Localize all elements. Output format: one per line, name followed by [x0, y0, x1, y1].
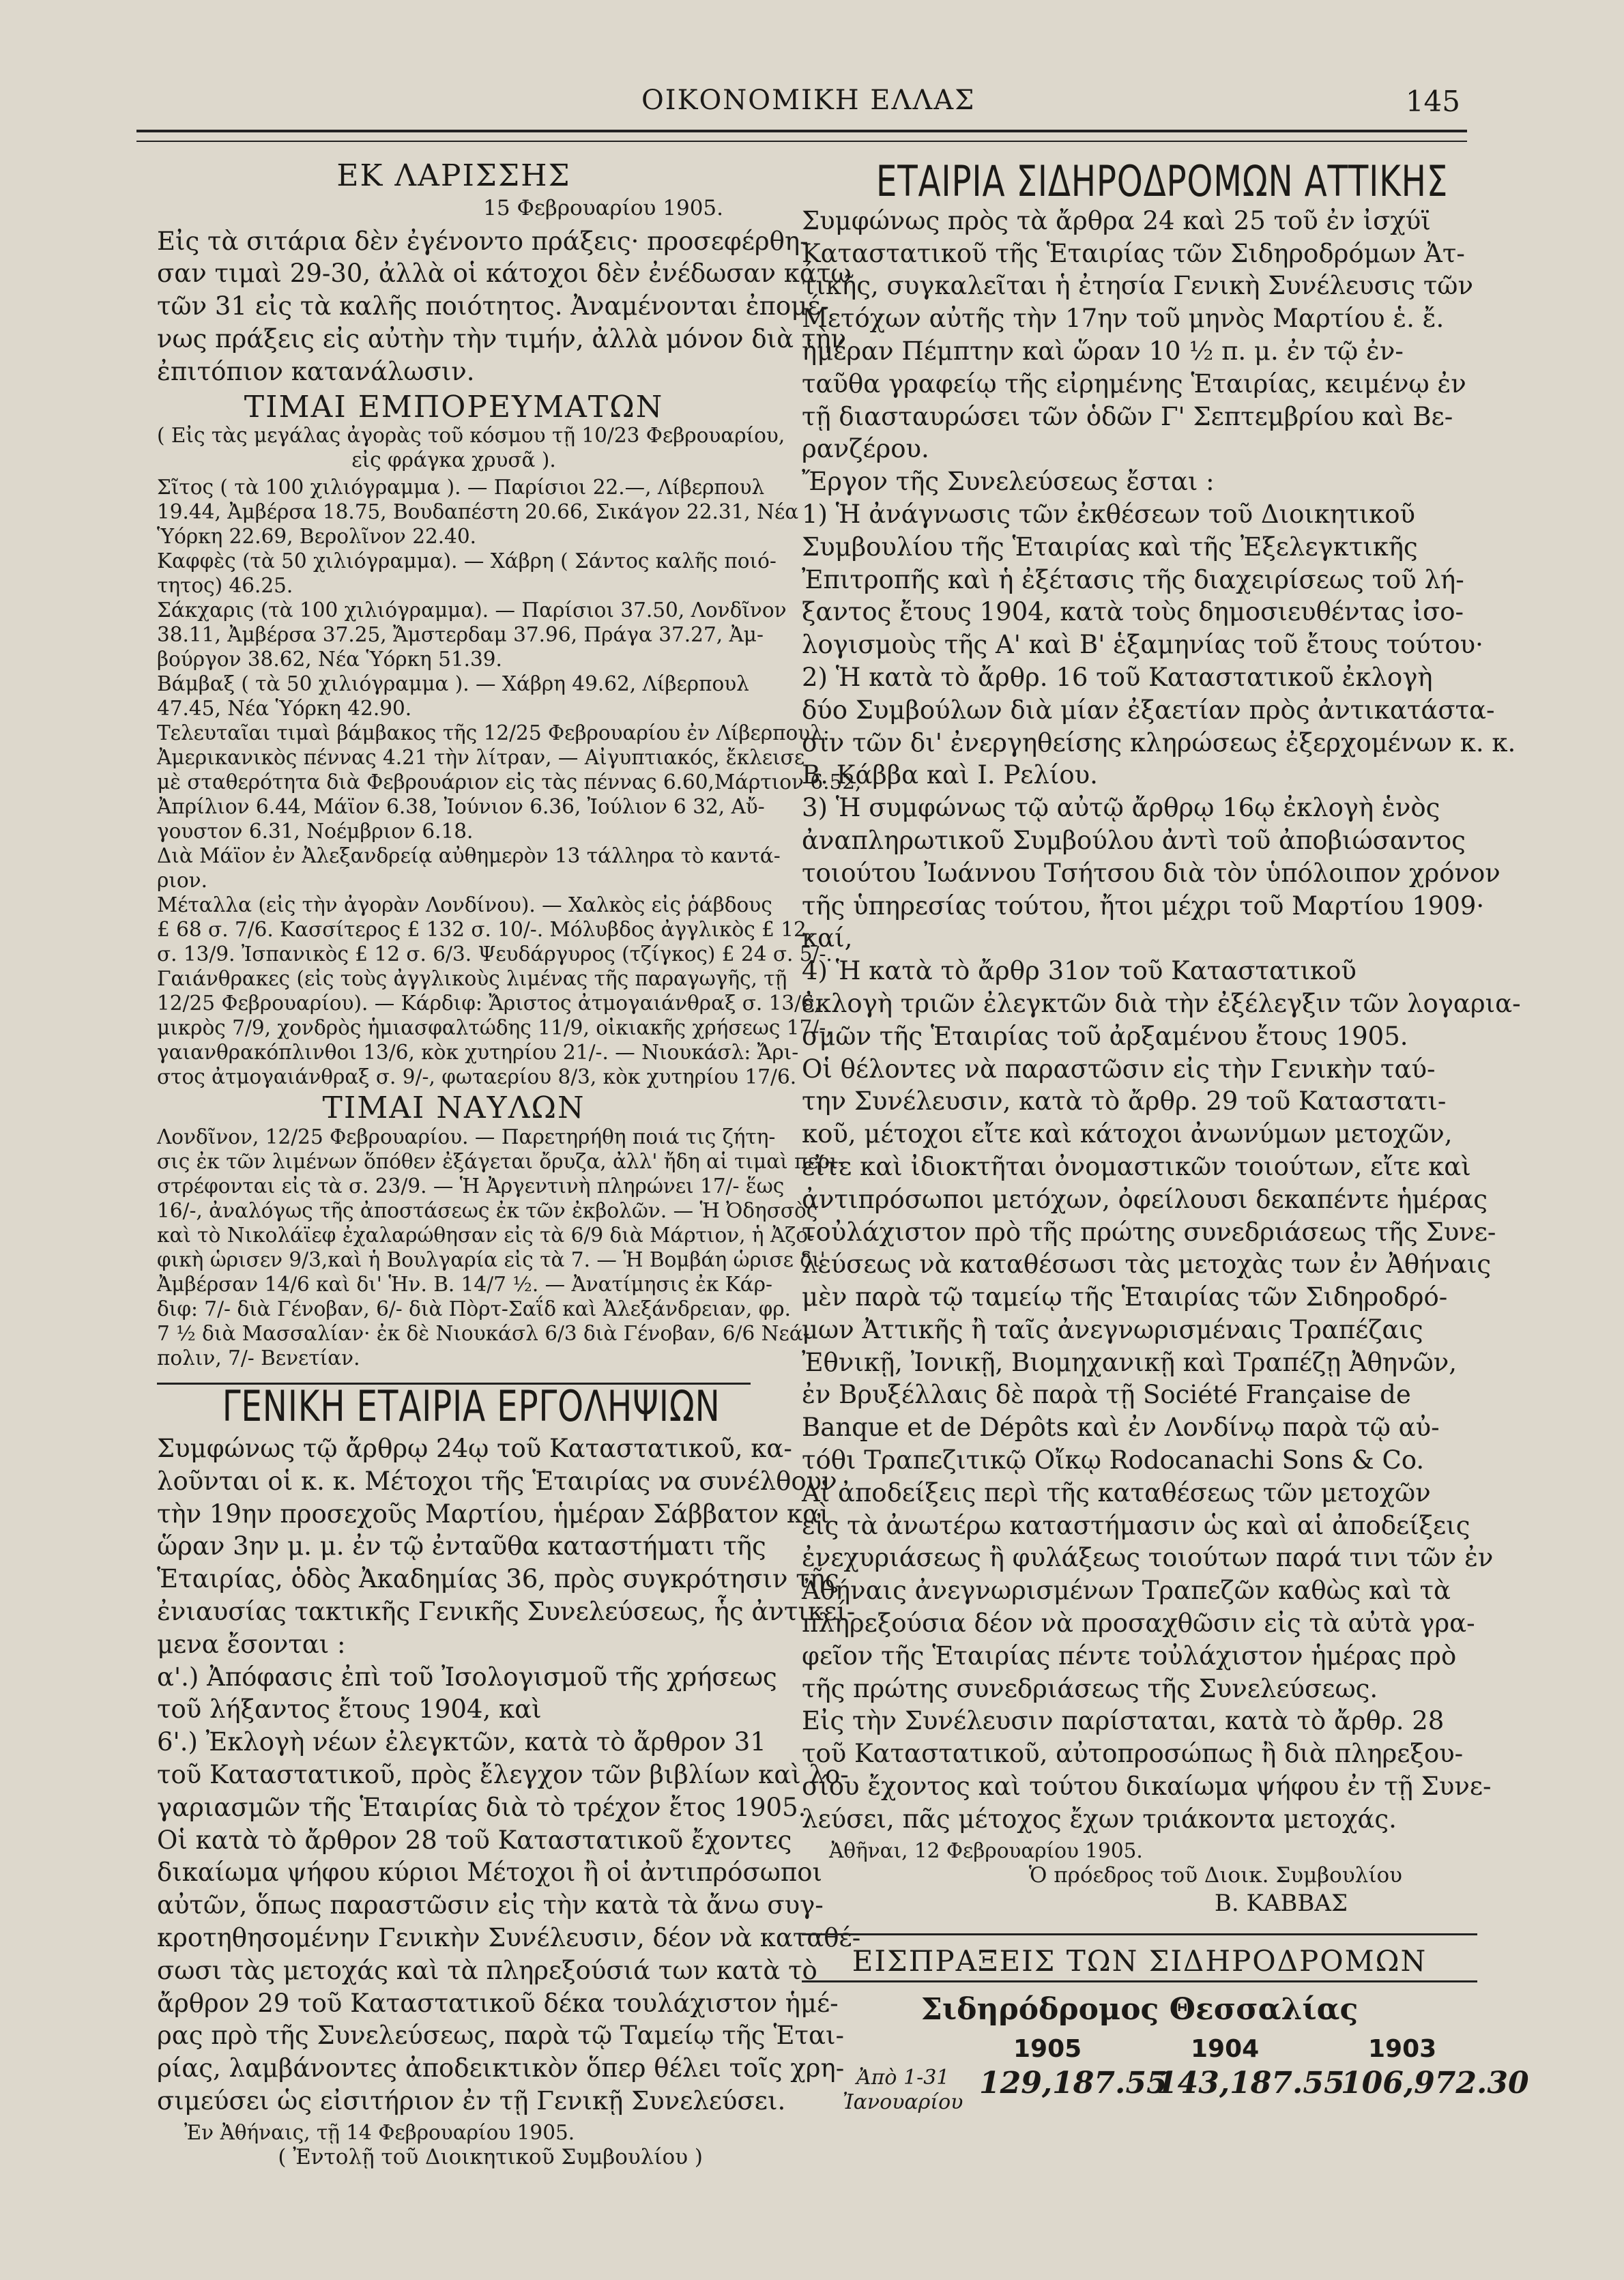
text-line: γαριασμῶν τῆς Ἑταιρίας διὰ τὸ τρέχον ἔτος 1905.	[157, 1792, 807, 1822]
text-line: ρίας, λαμβάνοντες ἀποδεικτικὸν ὅπερ θέλει τοῖς χρη-	[157, 2053, 845, 2083]
text-line: Ἀμερικανικὸς πέννας 4.21 τὴν λίτραν, — Αἰγυπτιακός, ἔκλεισε	[157, 746, 805, 770]
text-line: ( Εἰς τὰς μεγάλας ἀγορὰς τοῦ κόσμου τῇ 10/23 Φεβρουαρίου,	[157, 424, 785, 448]
text-line: Σάκχαρις (τὰ 100 χιλιόγραμμα). — Παρίσιοι 37.50, Λονδῖνον	[157, 598, 787, 622]
contractors-notice	[157, 1432, 861, 2118]
text-line: Ἔργον τῆς Συνελεύσεως ἔσται :	[802, 467, 1215, 497]
text-line: 6'.) Ἐκλογὴ νέων ἐλεγκτῶν, κατὰ τὸ ἄρθρον 31	[157, 1727, 766, 1757]
text-line: εἰς φράγκα χρυσᾶ ).	[351, 448, 556, 472]
text-line: Γαιάνθρακες (εἰς τοὺς ἀγγλικοὺς λιμένας τῆς παραγωγῆς, τῇ	[157, 967, 787, 991]
receipt-value: 106,972.30	[1341, 2066, 1529, 2101]
text-line: ἄρθρον 29 τοῦ Καταστατικοῦ δέκα τουλάχιστον ἡμέ-	[157, 1988, 839, 2018]
text-line: Μέταλλα (εἰς τὴν ἀγορὰν Λονδίνου). — Χαλκὸς εἰς ῥάβδους	[157, 893, 772, 917]
text-line: λογισμοὺς τῆς Α' καὶ Β' ἑξαμηνίας τοῦ ἔτους τούτου·	[802, 630, 1483, 660]
text-line: ρας πρὸ τῆς Συνελεύσεως, παρὰ τῷ Ταμείῳ τῆς Ἑται-	[157, 2021, 844, 2051]
text-line: Μετόχων αὐτῆς τὴν 17ην τοῦ μηνὸς Μαρτίου ἑ. ἔ.	[802, 304, 1445, 334]
larissa-heading: ΕΚ ΛΑΡΙΣΣΗΣ	[336, 158, 571, 193]
text-line: καὶ τὸ Νικολάϊεφ ἐχαλαρώθησαν εἰς τὰ 6/9 διὰ Μάρτιον, ἡ Ἀζο-	[157, 1224, 815, 1247]
text-line: 12/25 Φεβρουαρίου). — Κάρδιφ: Ἄριστος ἀτμογαιάνθραξ σ. 13/6,	[157, 992, 821, 1015]
text-line: Ἀθήναις ἀνεγνωρισμένων Τραπεζῶν καθὼς καὶ τὰ	[802, 1576, 1451, 1606]
left-column	[157, 150, 862, 2169]
attica-heading: ΕΤΑΙΡΙΑ ΣΙΔΗΡΟΔΡΟΜΩΝ ΑΤΤΙΚΗΣ	[875, 156, 1449, 206]
text-line: 2) Ἡ κατὰ τὸ ἄρθρ. 16 τοῦ Καταστατικοῦ ἐκλογὴ	[802, 662, 1433, 692]
text-line: ξαντος ἔτους 1904, κατὰ τοὺς δημοσιευθέντας ἰσο-	[802, 597, 1464, 627]
text-line: Εἰς τὰ σιτάρια δὲν ἐγένοντο πράξεις· προσεφέρθη-	[157, 226, 809, 256]
text-line: Ἐθνικῇ, Ἰονικῇ, Βιομηχανικῇ καὶ Τραπέζῃ Ἀθηνῶν,	[802, 1347, 1458, 1377]
page-number: 145	[1405, 85, 1460, 118]
year-header: 1905	[1013, 2035, 1082, 2064]
text-line: Τελευταῖαι τιμαὶ βάμβακος τῆς 12/25 Φεβρουαρίου ἐν Λίβερπουλ:	[157, 721, 830, 745]
text-line: ἐνιαυσίας τακτικῆς Γενικῆς Συνελεύσεως, ἧς ἀντικεί-	[157, 1596, 856, 1626]
text-line: τοῦ Καταστατικοῦ, πρὸς ἔλεγχον τῶν βιβλίων καὶ λο-	[157, 1759, 849, 1789]
receipt-value: 143,187.55	[1157, 2066, 1345, 2101]
text-line: 19.44, Ἀμβέρσα 18.75, Βουδαπέστη 20.66, Σικάγον 22.31, Νέα	[157, 500, 799, 524]
text-line: ριον.	[157, 869, 207, 893]
text-line: Συμφώνως τῷ ἄρθρῳ 24ῳ τοῦ Καταστατικοῦ, κα-	[157, 1433, 792, 1463]
text-line: λεύσεως νὰ καταθέσωσι τὰς μετοχὰς των ἐν Ἀθήναις	[802, 1250, 1492, 1280]
text-line: πληρεξούσια δέον νὰ προσαχθῶσιν εἰς τὰ αὐτὰ γρα-	[802, 1608, 1475, 1639]
text-line: πολιν, 7/- Βενετίαν.	[157, 1346, 360, 1370]
text-line: μων Ἀττικῆς ἢ ταῖς ἀνεγνωρισμέναις Τραπέζαις	[802, 1314, 1423, 1344]
text-line: £ 68 σ. 7/6. Κασσίτερος £ 132 σ. 10/-. Μόλυβδος ἀγγλικὸς £ 12,	[157, 918, 813, 942]
text-line: διφ: 7/- διὰ Γένοβαν, 6/- διὰ Πὸρτ-Σαΐδ καὶ Ἀλεξάνδρειαν, φρ.	[157, 1297, 791, 1321]
year-header: 1904	[1191, 2035, 1260, 2064]
text-line: σίου ἔχοντος καὶ τούτου δικαίωμα ψήφου ἐν τῇ Συνε-	[802, 1772, 1492, 1802]
text-line: Ἀμβέρσαν 14/6 καὶ δι' Ἡν. Β. 14/7 ½. — Ἀνατίμησις ἐκ Κάρ-	[157, 1273, 772, 1297]
text-line: λεύσει, πᾶς μέτοχος ἔχων τριάκοντα μετοχάς.	[802, 1804, 1397, 1834]
text-line: ρανζέρου.	[802, 434, 929, 464]
freight-heading: ΤΙΜΑΙ ΝΑΥΛΩΝ	[322, 1091, 585, 1126]
text-line: βούργον 38.62, Νέα Ὑόρκη 51.39.	[157, 648, 502, 672]
railway-name: Σιδηρόδρομος Θεσσαλίας	[920, 1992, 1359, 2028]
text-line: αὐτῶν, ὅπως παραστῶσιν εἰς τὴν κατὰ τὰ ἄνω συγ-	[157, 1890, 824, 1920]
text-line: Banque et de Dépôts καὶ ἐν Λονδίνῳ παρὰ τῷ αὐ-	[802, 1413, 1440, 1443]
text-line: Βάμβαξ ( τὰ 50 χιλιόγραμμα ). — Χάβρη 49.62, Λίβερπουλ	[157, 672, 749, 696]
row-label-line: Ἀπὸ 1-31	[856, 2066, 950, 2090]
text-line: καί,	[802, 923, 853, 953]
text-line: στος ἀτμογαιάνθραξ σ. 9/-, φωταερίου 8/3, κὸκ χυτηρίου 17/6.	[157, 1065, 797, 1089]
text-line: 47.45, Νέα Ὑόρκη 42.90.	[157, 697, 412, 721]
page-header	[123, 82, 1460, 123]
year-header: 1903	[1368, 2035, 1437, 2064]
text-line: μὲν παρὰ τῷ ταμείῳ τῆς Ἑταιρίας τῶν Σιδηροδρό-	[802, 1282, 1448, 1312]
text-line: 7 ½ διὰ Μασσαλίαν· ἐκ δὲ Νιουκάσλ 6/3 διὰ Γένοβαν, 6/6 Νεά-	[157, 1322, 810, 1346]
text-line: τῶν 31 εἰς τὰ καλῆς ποιότητος. Ἀναμένονται ἐπομέ-	[157, 291, 829, 321]
text-line: Οἱ κατὰ τὸ ἄρθρον 28 τοῦ Καταστατικοῦ ἔχοντες	[157, 1825, 792, 1855]
text-line: Σῖτος ( τὰ 100 χιλιόγραμμα ). — Παρίσιοι 22.—, Λίβερπουλ	[157, 476, 765, 500]
text-line: λοῦνται οἱ κ. κ. Μέτοχοι τῆς Ἑταιρίας να συνέλθουν	[157, 1466, 837, 1496]
receipts-table	[802, 2033, 1529, 2135]
attica-notice	[802, 205, 1521, 1836]
text-line: σις ἐκ τῶν λιμένων ὅπόθεν ἐξάγεται ὄρυζα, ἀλλ' ἤδη αἱ τιμαὶ περι-	[157, 1150, 845, 1174]
attica-signature-title: Ὁ πρόεδρος τοῦ Διοικ. Συμβουλίου	[1028, 1862, 1402, 1888]
text-line: 3) Ἡ συμφώνως τῷ αὐτῷ ἄρθρῳ 16ῳ ἐκλογὴ ἑνὸς	[802, 793, 1440, 823]
text-line: ἐκλογὴ τριῶν ἐλεγκτῶν διὰ τὴν ἐξέλεγξιν τῶν λογαρια-	[802, 988, 1521, 1018]
text-line: τοὐλάχιστον πρὸ τῆς πρώτης συνεδριάσεως τῆς Συνε-	[802, 1217, 1496, 1247]
text-line: Καταστατικοῦ τῆς Ἑταιρίας τῶν Σιδηροδρόμων Ἀτ-	[802, 238, 1465, 268]
text-line: ἡμέραν Πέμπτην καὶ ὥραν 10 ½ π. μ. ἐν τῷ ἐν-	[802, 336, 1404, 366]
attica-date: Ἀθῆναι, 12 Φεβρουαρίου 1905.	[829, 1838, 1143, 1862]
contractors-date: Ἐν Ἀθήναις, τῇ 14 Φεβρουαρίου 1905.	[184, 2120, 575, 2144]
text-line: ἀντιπρόσωποι μετόχων, ὀφείλουσι δεκαπέντε ἡμέρας	[802, 1184, 1488, 1214]
text-line: Β. Κάββα καὶ Ι. Ρελίου.	[802, 760, 1098, 790]
text-line: τῇ διασταυρώσει τῶν ὁδῶν Γ' Σεπτεμβρίου καὶ Βε-	[802, 401, 1453, 431]
text-line: Διὰ Μάϊον ἐν Ἀλεξανδρείᾳ αὐθημερὸν 13 τάλληρα τὸ καντά-	[157, 844, 781, 868]
text-line: μενα ἔσονται :	[157, 1629, 346, 1659]
text-line: Ἐπιτροπῆς καὶ ἡ ἐξέτασις τῆς διαχειρίσεως τοῦ λή-	[802, 564, 1464, 594]
section-divider	[802, 1980, 1477, 1982]
text-line: μικρὸς 7/9, χονδρὸς ἡμιασφαλτώδης 11/9, οἰκιακῆς χρήσεως 17/-,	[157, 1016, 832, 1040]
prices-subheading	[157, 423, 785, 472]
text-line: τόθι Τραπεζιτικῷ Οἴκῳ Rodocanachi Sons & Co.	[802, 1445, 1425, 1475]
text-line: δικαίωμα ψήφου κύριοι Μέτοχοι ἢ οἱ ἀντιπρόσωποι	[157, 1858, 822, 1888]
text-line: ταῦθα γραφείῳ τῆς εἰρημένης Ἑταιρίας, κειμένῳ ἐν	[802, 369, 1466, 399]
text-line: γουστον 6.31, Νοέμβριον 6.18.	[157, 820, 474, 843]
text-line: την Συνέλευσιν, κατὰ τὸ ἄρθρ. 29 τοῦ Καταστατι-	[802, 1086, 1447, 1116]
header-double-rule	[136, 130, 1467, 142]
receipt-value: 129,187.55	[979, 2066, 1168, 2101]
text-line: Οἱ θέλοντες νὰ παραστῶσιν εἰς τὴν Γενικὴν ταύ-	[802, 1054, 1436, 1084]
text-line: α'.) Ἀπόφασις ἐπὶ τοῦ Ἰσολογισμοῦ τῆς χρήσεως	[157, 1662, 777, 1692]
text-line: Λονδῖνον, 12/25 Φεβρουαρίου. — Παρετηρήθη ποιά τις ζήτη-	[157, 1125, 776, 1149]
text-line: νως πράξεις εἰς αὐτὴν τὴν τιμήν, ἀλλὰ μόνον διὰ τὴν	[157, 323, 847, 353]
text-line: ὥραν 3ην μ. μ. ἐν τῷ ἐνταῦθα καταστήματι τῆς	[157, 1531, 766, 1561]
text-line: Καφφὲς (τὰ 50 χιλιόγραμμα). — Χάβρη ( Σάντος καλῆς ποιό-	[157, 549, 777, 573]
text-line: Ὑόρκη 22.69, Βερολῖνον 22.40.	[157, 525, 477, 549]
larissa-date: 15 Φεβρουαρίου 1905.	[483, 195, 723, 220]
text-line: 1) Ἡ ἀνάγνωσις τῶν ἐκθέσεων τοῦ Διοικητικοῦ	[802, 499, 1416, 529]
text-line: τοῦ Καταστατικοῦ, αὐτοπροσώπως ἢ διὰ πληρεξου-	[802, 1739, 1464, 1769]
text-line: εἰς τὰ ἀνωτέρω καταστήμασιν ὡς καὶ αἱ ἀποδείξεις	[802, 1510, 1470, 1540]
row-label-line: Ἰανουαρίου	[843, 2090, 963, 2115]
text-line: 4) Ἡ κατὰ τὸ ἄρθρ 31ον τοῦ Καταστατικοῦ	[802, 956, 1357, 986]
text-line: γαιανθρακόπλινθοι 13/6, κὸκ χυτηρίου 21/-. — Νιουκάσλ: Ἄρι-	[157, 1041, 799, 1065]
text-line: ἀναπληρωτικοῦ Συμβούλου ἀντὶ τοῦ ἀποβιώσαντος	[802, 825, 1466, 855]
text-line: 38.11, Ἀμβέρσα 37.25, Ἄμστερδαμ 37.96, Πράγα 37.27, Ἀμ-	[157, 623, 764, 647]
text-line: Συμβουλίου τῆς Ἑταιρίας καὶ τῆς Ἐξελεγκτικῆς	[802, 532, 1418, 562]
page-header-title: ΟΙΚΟΝΟΜΙΚΗ ΕΛΛΑΣ	[641, 85, 976, 116]
text-line: σιν τῶν δι' ἐνεργηθείσης κληρώσεως ἐξερχομένων κ. κ.	[802, 727, 1516, 757]
text-line: εἴτε καὶ ἰδιοκτῆται ὀνομαστικῶν τοιούτων, εἴτε καὶ	[802, 1151, 1471, 1181]
text-line: ἐπιτόπιον κατανάλωσιν.	[157, 356, 475, 386]
text-line: Αἱ ἀποδείξεις περὶ τῆς καταθέσεως τῶν μετοχῶν	[802, 1477, 1431, 1507]
right-column	[802, 150, 1529, 2135]
text-line: τῆς ὑπηρεσίας τούτου, ἤτοι μέχρι τοῦ Μαρτίου 1909·	[802, 891, 1485, 921]
text-line: τὴν 19ην προσεχοῦς Μαρτίου, ἡμέραν Σάββατον καὶ	[157, 1499, 830, 1529]
text-line: 16/-, ἀναλόγως τῆς ἀποστάσεως ἐκ τῶν ἐκβολῶν. — Ἡ Ὀδησσὸς	[157, 1199, 818, 1223]
text-line: σμῶν τῆς Ἑταιρίας τοῦ ἀρξαμένου ἔτους 1905.	[802, 1021, 1408, 1051]
contractors-signature: ( Ἐντολῇ τοῦ Διοικητικοῦ Συμβουλίου )	[278, 2144, 703, 2169]
contractors-heading: ΓΕΝΙΚΗ ΕΤΑΙΡΙΑ ΕΡΓΟΛΗΨΙΩΝ	[222, 1381, 721, 1432]
text-line: Εἰς τὴν Συνέλευσιν παρίσταται, κατὰ τὸ ἄρθρ. 28	[802, 1706, 1445, 1736]
text-line: τητος) 46.25.	[157, 574, 293, 598]
text-line: σιμεύσει ὡς εἰσιτήριον ἐν τῇ Γενικῇ Συνελεύσει.	[157, 2086, 786, 2116]
text-line: φικὴ ὡρισεν 9/3,καὶ ἡ Βουλγαρία εἰς τὰ 7. — Ἡ Βομβάη ὡρισε δι'	[157, 1248, 826, 1272]
text-line: σαν τιμαὶ 29-30, ἀλλὰ οἱ κάτοχοι δὲν ἐνέδωσαν κάτω	[157, 259, 852, 289]
text-line: σωσι τὰς μετοχάς καὶ τὰ πληρεξούσιά των κατὰ τὸ	[157, 1955, 817, 1985]
text-line: Ἑταιρίας, ὁδὸς Ἀκαδημίας 36, πρὸς συγκρότησιν τῆς	[157, 1564, 839, 1594]
section-divider	[802, 1933, 1477, 1935]
text-line: ἐν Βρυξέλλαις δὲ παρὰ τῇ Société Française de	[802, 1380, 1411, 1410]
row-label	[843, 2066, 963, 2115]
prices-heading: ΤΙΜΑΙ ΕΜΠΟΡΕΥΜΑΤΩΝ	[244, 389, 664, 424]
text-line: στρέφονται εἰς τὰ σ. 23/9. — Ἡ Ἀργεντινὴ πληρώνει 17/- ἕως	[157, 1174, 785, 1198]
text-line: σ. 13/9. Ἰσπανικὸς £ 12 σ. 6/3. Ψευδάργυρος (τζίγκος) £ 24 σ. 5/-.	[157, 942, 832, 966]
text-line: κοῦ, μέτοχοι εἴτε καὶ κάτοχοι ἀνωνύμων μετοχῶν,	[802, 1119, 1453, 1149]
text-line: τῆς πρώτης συνεδριάσεως τῆς Συνελεύσεως.	[802, 1673, 1378, 1703]
text-line: φεῖον τῆς Ἑταιρίας πέντε τοὐλάχιστον ἡμέρας πρὸ	[802, 1641, 1457, 1671]
text-line: Ἀπρίλιον 6.44, Μάϊον 6.38, Ἰούνιον 6.36, Ἰούλιον 6 32, Αὔ-	[157, 795, 765, 819]
receipts-heading: ΕΙΣΠΡΑΞΕΙΣ ΤΩΝ ΣΙΔΗΡΟΔΡΟΜΩΝ	[852, 1944, 1427, 1978]
text-line: δύο Συμβούλων διὰ μίαν ἐξαετίαν πρὸς ἀντικατάστα-	[802, 695, 1495, 725]
text-line: τοῦ λήξαντος ἔτους 1904, καὶ	[157, 1694, 542, 1725]
text-line: ἐνεχυριάσεως ἢ φυλάξεως τοιούτων παρά τινι τῶν ἐν	[802, 1543, 1494, 1573]
text-line: τοιούτου Ἰωάννου Τσήτσου διὰ τὸν ὑπόλοιπον χρόνον	[802, 858, 1500, 888]
attica-signature-name: Β. ΚΑΒΒΑΣ	[1214, 1889, 1348, 1917]
larissa-report	[157, 225, 852, 388]
text-line: τικῆς, συγκαλεῖται ἡ ἐτησία Γενικὴ Συνέλευσις τῶν	[802, 271, 1473, 301]
text-line: μὲ σταθερότητα διὰ Φεβρουάριον εἰς τὰς πέννας 6.60,Μάρτιον 6.52,	[157, 770, 862, 794]
freight-list	[157, 1125, 845, 1370]
text-line: κροτηθησομένην Γενικὴν Συνέλευσιν, δέον νὰ καταθέ-	[157, 1922, 861, 1952]
text-line: Συμφώνως πρὸς τὰ ἄρθρα 24 καὶ 25 τοῦ ἐν ἰσχύϊ	[802, 205, 1431, 235]
